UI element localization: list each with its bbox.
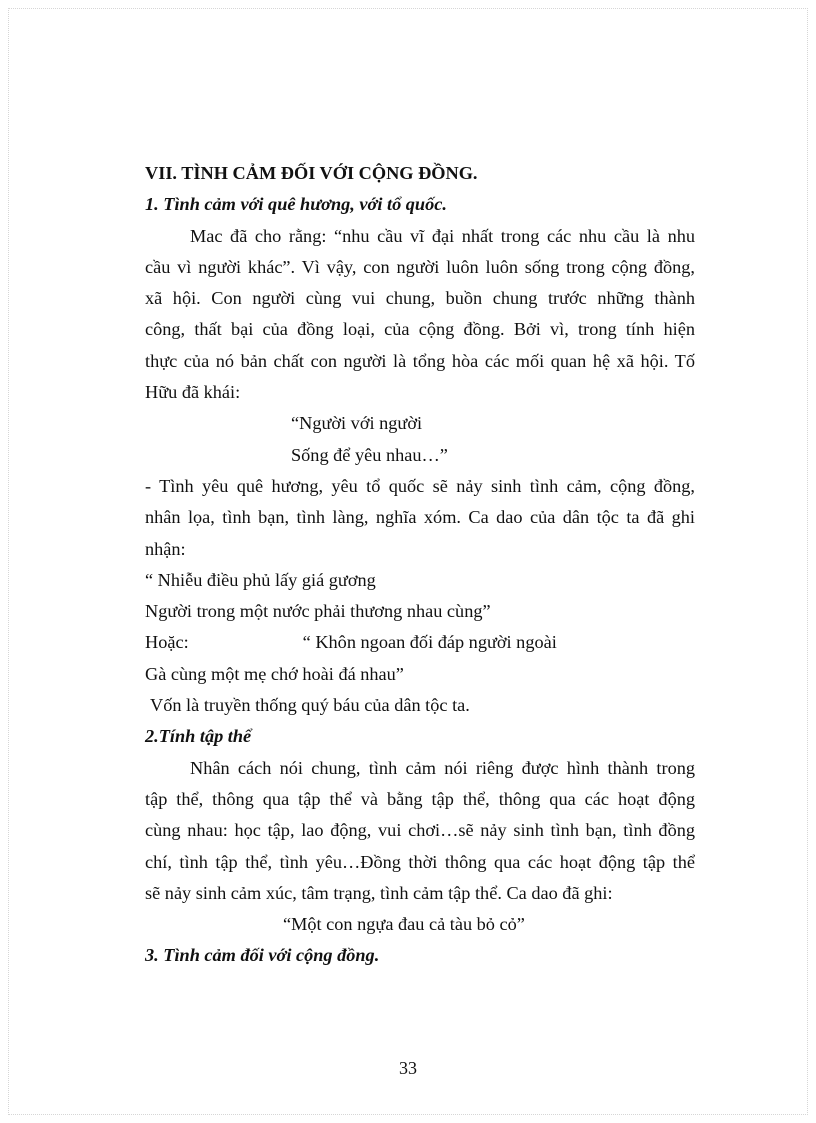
paragraph-line: cầu vì người khác”. Vì vậy, con người luôn luôn sống trong cộng đồng, <box>145 256 695 277</box>
folk-verse-line: Gà cùng một mẹ chớ hoài đá nhau” <box>145 663 404 684</box>
subsection-2-heading: 2.Tính tập thể <box>145 726 252 747</box>
paragraph-line: nhân lọa, tình bạn, tình làng, nghĩa xóm. Ca dao của dân tộc ta đã ghi <box>145 507 695 528</box>
paragraph-line: Nhân cách nói chung, tình cảm nói riêng được hình thành trong <box>190 757 695 778</box>
paragraph-line: công, thất bại của đồng loại, của cộng đồng. Bởi vì, trong tính hiện <box>145 319 695 340</box>
section-heading: VII. TÌNH CẢM ĐỐI VỚI CỘNG ĐỒNG. <box>145 163 478 183</box>
paragraph-line: sẽ nảy sinh cảm xúc, tâm trạng, tình cảm tập thể. Ca dao đã ghi: <box>145 882 613 903</box>
paragraph-line: thực của nó bản chất con người là tổng hòa các mối quan hệ xã hội. Tố <box>145 350 695 371</box>
paragraph-line: cùng nhau: học tập, lao động, vui chơi…sẽ nảy sinh tình bạn, tình đồng <box>145 820 695 841</box>
page-number: 33 <box>399 1058 417 1078</box>
quote-line: “Một con ngựa đau cả tàu bỏ cỏ” <box>283 914 525 935</box>
paragraph-line: Hữu đã khái: <box>145 382 241 403</box>
subsection-1-heading: 1. Tình cảm với quê hương, với tổ quốc. <box>145 194 447 215</box>
paragraph-line: Mac đã cho rằng: “nhu cầu vĩ đại nhất trong các nhu cầu là nhu <box>190 225 695 246</box>
folk-verse-line: “ Nhiễu điều phủ lấy giá gương <box>145 569 376 590</box>
folk-verse-text: “ Khôn ngoan đối đáp người ngoài <box>302 632 557 653</box>
folk-verse-line: Người trong một nước phải thương nhau cùng” <box>145 601 491 622</box>
paragraph-line: - Tình yêu quê hương, yêu tổ quốc sẽ nảy sinh tình cảm, cộng đồng, <box>145 475 695 496</box>
closing-line: Vốn là truyền thống quý báu của dân tộc ta. <box>150 695 470 716</box>
poem-line: “Người với người <box>291 413 423 434</box>
hoac-label: Hoặc: <box>145 632 189 653</box>
folk-verse-hoac-line <box>145 627 695 658</box>
paragraph-line: chí, tình tập thể, tình yêu…Đồng thời thông qua các hoạt động tập thể <box>145 851 695 872</box>
paragraph-line: tập thể, thông qua tập thể và bằng tập thể, thông qua các hoạt động <box>145 788 695 809</box>
paragraph-line: nhận: <box>145 538 186 559</box>
subsection-3-heading: 3. Tình cảm đối với cộng đồng. <box>145 945 380 966</box>
paragraph-line: xã hội. Con người cùng vui chung, buồn chung trước những thành <box>145 288 695 309</box>
document-body <box>145 158 695 972</box>
poem-line: Sống để yêu nhau…” <box>291 444 448 465</box>
